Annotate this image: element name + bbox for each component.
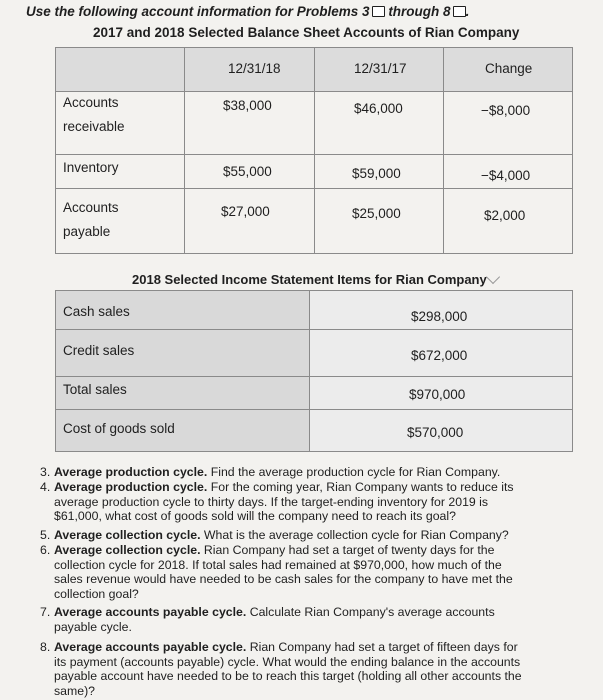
income-title-text: 2018 Selected Income Statement Items for Rian Company — [132, 272, 487, 287]
header-change: Change — [485, 61, 533, 76]
question-topic: Average collection cycle. — [54, 543, 201, 557]
row-label: Accounts — [63, 95, 119, 110]
table-cell: −$4,000 — [481, 168, 531, 183]
instruction-text: Use the following account information for Problems 3 — [26, 4, 370, 19]
question-text: $61,000, what cost of goods sold will the company need to reach its goal? — [54, 509, 456, 523]
question-text: For the coming year, Rian Company wants to reduce its — [207, 480, 514, 494]
question-text: Rian Company had set a target of fifteen days for — [246, 640, 518, 654]
row-label: Cost of goods sold — [63, 421, 175, 436]
question-text: same)? — [54, 683, 96, 698]
row-label: payable — [63, 224, 111, 239]
problem-link-icon[interactable] — [453, 6, 466, 17]
question-text: its payment (accounts payable) cycle. What would the ending balance in the accounts — [54, 654, 521, 669]
instruction-end: . — [465, 4, 470, 19]
question-text: average production cycle to thirty days. If the target-ending inventory for 2019 is — [54, 494, 489, 509]
row-divider — [56, 376, 572, 377]
question-number: 6. — [40, 543, 51, 557]
table-cell: $27,000 — [221, 204, 270, 219]
row-label: Inventory — [63, 160, 119, 175]
table-cell: $46,000 — [354, 101, 403, 116]
table-cell: $570,000 — [407, 425, 464, 440]
table-cell: $672,000 — [411, 348, 468, 363]
question-topic: Average production cycle. — [54, 480, 208, 494]
row-divider — [56, 154, 572, 155]
cursor-icon — [486, 270, 500, 284]
instruction-line — [26, 4, 469, 19]
table-cell: $59,000 — [352, 166, 401, 181]
row-divider — [56, 409, 572, 410]
row-label: Accounts — [63, 200, 119, 215]
question-topic: Average accounts payable cycle. — [54, 605, 247, 619]
table-cell: $970,000 — [409, 387, 466, 402]
question-text: Rian Company had set a target of twenty days for the — [200, 543, 495, 557]
row-label: Total sales — [63, 382, 127, 397]
row-label: Cash sales — [63, 304, 130, 319]
row-divider — [56, 329, 572, 330]
question-text: collection cycle for 2018. If total sales had remained at $970,000, how much of the — [54, 557, 502, 572]
row-label: Credit sales — [63, 343, 135, 358]
row-label: receivable — [63, 119, 125, 134]
row-divider — [56, 188, 572, 189]
income-statement-table — [55, 290, 573, 452]
problem-link-icon[interactable] — [372, 6, 385, 17]
table-cell: −$8,000 — [481, 103, 531, 118]
balance-sheet-table — [55, 47, 573, 254]
question-text: What is the average collection cycle for Rian Company? — [200, 528, 509, 542]
question-topic: Average production cycle. — [54, 465, 208, 479]
column-divider — [314, 48, 315, 253]
column-divider — [184, 48, 185, 253]
question-number: 5. — [40, 528, 51, 542]
balance-sheet-title: 2017 and 2018 Selected Balance Sheet Accounts of Rian Company — [93, 25, 520, 40]
question-number: 3. — [40, 465, 51, 479]
question-text: payable account have needed to be to reach this target (holding all other accounts the — [54, 669, 522, 683]
table-cell: $25,000 — [352, 206, 401, 221]
header-2018: 12/31/18 — [228, 61, 281, 76]
question-text: Find the average production cycle for Rian Company. — [207, 465, 501, 479]
question-text: sales revenue would have needed to be cash sales for the company to have met the — [54, 572, 513, 586]
question-number: 4. — [40, 480, 51, 494]
table-cell: $2,000 — [484, 208, 526, 223]
question-text: Calculate Rian Company's average accounts — [246, 605, 495, 619]
instruction-mid: through 8 — [388, 4, 451, 19]
question-topic: Average accounts payable cycle. — [54, 640, 247, 654]
header-2017: 12/31/17 — [354, 61, 407, 76]
column-divider — [443, 48, 444, 253]
question-text: payable cycle. — [54, 619, 132, 634]
question-number: 7. — [40, 605, 51, 619]
table-cell: $38,000 — [223, 98, 272, 113]
table-cell: $298,000 — [411, 309, 468, 324]
question-text: collection goal? — [54, 586, 139, 601]
table-cell: $55,000 — [223, 164, 272, 179]
question-number: 8. — [40, 640, 51, 654]
question-topic: Average collection cycle. — [54, 528, 201, 542]
income-statement-title — [132, 272, 498, 287]
